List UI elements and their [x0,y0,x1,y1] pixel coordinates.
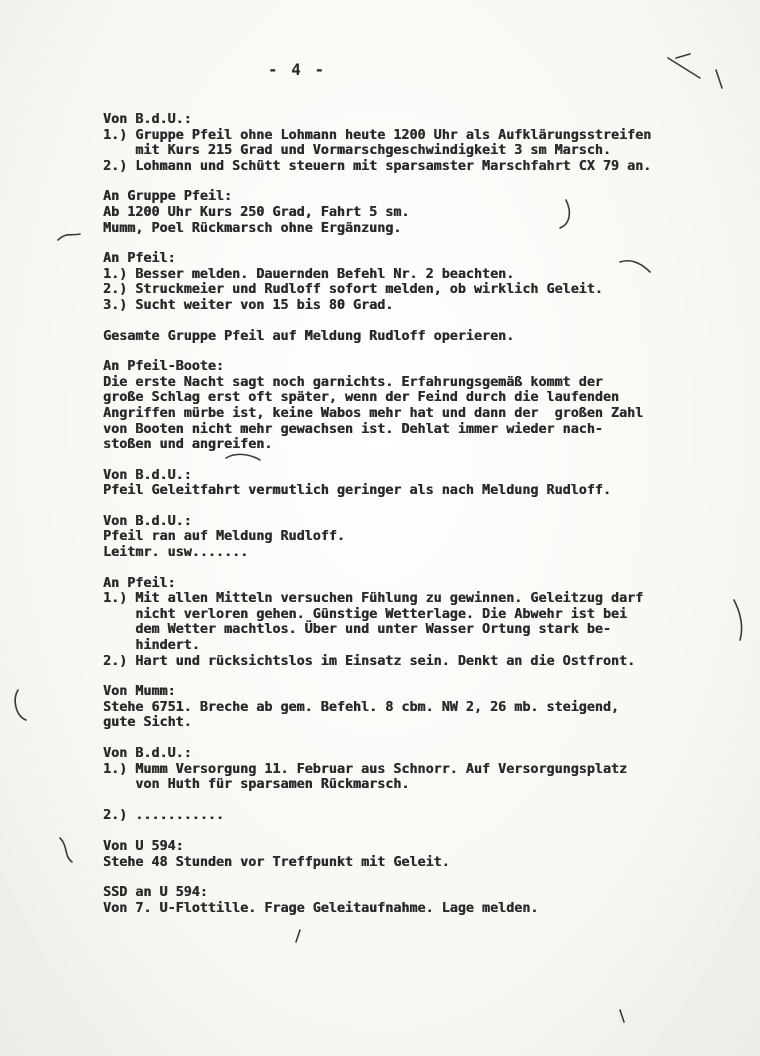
message-line: hindert. [103,638,200,654]
scan-speck [620,1010,624,1022]
message-line: Pfeil ran auf Meldung Rudloff. [103,529,345,545]
message-header: An Pfeil: [103,251,176,267]
message-header: SSD an U 594: [103,885,208,901]
message-line: Leitmr. usw....... [103,545,249,561]
scan-speck [716,70,722,88]
message-line: 2.) ........... [103,808,224,824]
message-block [103,329,743,345]
message-block [103,885,743,916]
message-line: 2.) Lohmann und Schütt steuern mit sparsamster Marschfahrt CX 79 an. [103,158,652,174]
message-header: An Pfeil: [103,575,176,591]
message-block [103,839,743,870]
message-block [103,468,743,499]
message-block [103,112,743,174]
message-line: Von 7. U-Flottille. Frage Geleitaufnahme. Lage melden. [103,900,539,916]
message-header: Von B.d.U.: [103,746,192,761]
message-line: Gesamte Gruppe Pfeil auf Meldung Rudloff operieren. [103,328,515,344]
message-block [103,746,743,824]
message-block [103,251,743,313]
message-line: 2.) Hart und rücksichtslos im Einsatz sein. Denkt an die Ostfront. [103,653,636,669]
message-block [103,576,743,670]
message-line: 1.) Besser melden. Dauernden Befehl Nr. 2 beachten. [103,266,515,282]
message-line: von Booten nicht mehr gewachsen ist. Dehlat immer wieder nach- [103,421,603,437]
message-line: mit Kurs 215 Grad und Vormarschgeschwindigkeit 3 sm Marsch. [103,143,611,159]
message-line: von Huth für sparsamen Rückmarsch. [103,777,410,793]
message-line: gute Sicht. [103,715,192,731]
message-line: Stehe 6751. Breche ab gem. Befehl. 8 cbm. NW 2, 26 mb. steigend, [103,699,619,715]
message-block [103,514,743,561]
message-block [103,684,743,731]
page-number: - 4 - [268,60,327,79]
document-body [103,112,743,931]
message-line: Die erste Nacht sagt noch garnichts. Erfahrungsgemäß kommt der [103,374,603,390]
message-line: 1.) Mumm Versorgung 11. Februar aus Schnorr. Auf Versorgungsplatz [103,761,628,777]
message-line: Angriffen mürbe ist, keine Wabos mehr hat und dann der großen Zahl [103,405,644,421]
scan-speck [60,838,72,862]
message-block [103,359,743,453]
message-header: Von Mumm: [103,684,176,700]
message-block [103,189,743,236]
scan-speck [676,54,690,58]
message-line: 3.) Sucht weiter von 15 bis 80 Grad. [103,297,394,313]
scan-speck [58,234,80,240]
message-line: Ab 1200 Uhr Kurs 250 Grad, Fahrt 5 sm. [103,204,410,220]
message-header: Von B.d.U.: [103,112,192,127]
message-line: Pfeil Geleitfahrt vermutlich geringer als nach Meldung Rudloff. [103,483,611,499]
message-line: 1.) Mit allen Mitteln versuchen Fühlung zu gewinnen. Geleitzug darf [103,591,644,607]
message-line: stoßen und angreifen. [103,437,273,453]
message-header: Von B.d.U.: [103,467,192,483]
message-line: nicht verloren gehen. Günstige Wetterlage. Die Abwehr ist bei [103,606,628,622]
message-line: 2.) Struckmeier und Rudloff sofort melden, ob wirklich Geleit. [103,282,603,298]
message-header: Von U 594: [103,838,184,854]
message-header: An Gruppe Pfeil: [103,189,232,205]
message-line: Mumm, Poel Rückmarsch ohne Ergänzung. [103,220,402,236]
message-line: große Schlag erst oft später, wenn der Feind durch die laufenden [103,390,619,406]
message-header: An Pfeil-Boote: [103,359,224,375]
scan-speck [15,690,26,720]
message-header: Von B.d.U.: [103,513,192,529]
scan-speck [296,930,300,942]
message-line [103,793,743,809]
message-line: 1.) Gruppe Pfeil ohne Lohmann heute 1200 Uhr als Aufklärungsstreifen [103,127,652,143]
message-line: Stehe 48 Stunden vor Treffpunkt mit Geleit. [103,854,450,870]
message-line: dem Wetter machtlos. Über und unter Wasser Ortung stark be- [103,622,611,638]
scan-speck [668,58,700,78]
